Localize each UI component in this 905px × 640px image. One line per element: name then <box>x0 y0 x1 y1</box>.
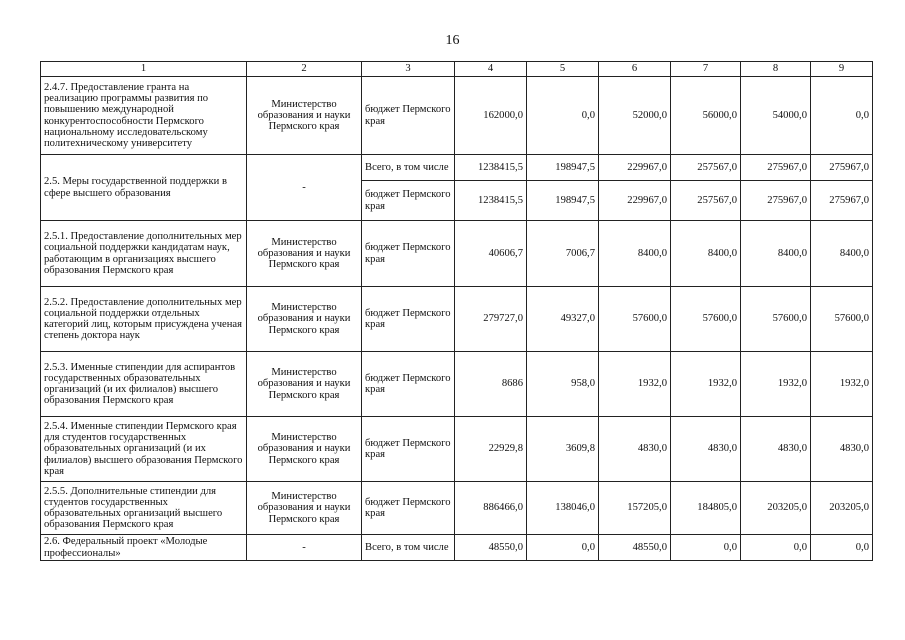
row-value: 8686 <box>455 352 527 417</box>
row-name: 2.5.1. Предоставление дополнительных мер социальной поддержки кандидатам наук, работающим в организациях высшего образования Пермского края <box>41 221 247 287</box>
column-header: 9 <box>811 62 873 77</box>
row-funding-source: бюджет Пермского края <box>362 482 455 535</box>
row-value: 1238415,5 <box>455 155 527 181</box>
row-value: 4830,0 <box>671 417 741 482</box>
column-header: 3 <box>362 62 455 77</box>
row-value: 886466,0 <box>455 482 527 535</box>
row-value: 22929,8 <box>455 417 527 482</box>
row-value: 275967,0 <box>741 155 811 181</box>
row-name: 2.4.7. Предоставление гранта на реализацию программы развития по повышению международной конкурентоспособности Пермского национальному исследовательскому политехническому университету <box>41 77 247 155</box>
table-row <box>41 287 873 352</box>
row-executor: - <box>247 155 362 221</box>
row-value: 257567,0 <box>671 155 741 181</box>
table-row <box>41 221 873 287</box>
budget-table <box>40 61 873 561</box>
row-value: 49327,0 <box>527 287 599 352</box>
row-executor: - <box>247 535 362 561</box>
row-name: 2.5.5. Дополнительные стипендии для студентов государственных образовательных организаций высшего образования Пермского края <box>41 482 247 535</box>
column-header: 5 <box>527 62 599 77</box>
table-row <box>41 482 873 535</box>
row-value: 52000,0 <box>599 77 671 155</box>
row-value: 275967,0 <box>811 155 873 181</box>
row-value: 0,0 <box>811 77 873 155</box>
table-row <box>41 535 873 561</box>
row-name: 2.5.2. Предоставление дополнительных мер социальной поддержки отдельных категорий лиц, которым присуждена ученая степень доктора наук <box>41 287 247 352</box>
row-funding-source: бюджет Пермского края <box>362 417 455 482</box>
row-value: 157205,0 <box>599 482 671 535</box>
row-value: 0,0 <box>527 77 599 155</box>
row-value: 275967,0 <box>811 181 873 221</box>
row-executor: Министерство образования и науки Пермского края <box>247 417 362 482</box>
row-value: 203205,0 <box>741 482 811 535</box>
column-header: 4 <box>455 62 527 77</box>
row-value: 229967,0 <box>599 181 671 221</box>
row-funding-source: Всего, в том числе <box>362 535 455 561</box>
row-executor: Министерство образования и науки Пермского края <box>247 77 362 155</box>
row-value: 3609,8 <box>527 417 599 482</box>
header-row <box>41 62 873 77</box>
column-header: 7 <box>671 62 741 77</box>
row-value: 4830,0 <box>741 417 811 482</box>
table-row <box>41 352 873 417</box>
table-row <box>41 155 873 181</box>
row-executor: Министерство образования и науки Пермского края <box>247 352 362 417</box>
row-value: 198947,5 <box>527 155 599 181</box>
row-executor: Министерство образования и науки Пермского края <box>247 221 362 287</box>
row-value: 0,0 <box>811 535 873 561</box>
row-value: 57600,0 <box>741 287 811 352</box>
table-row <box>41 417 873 482</box>
row-value: 4830,0 <box>811 417 873 482</box>
table-row <box>41 77 873 155</box>
row-value: 0,0 <box>671 535 741 561</box>
row-value: 958,0 <box>527 352 599 417</box>
row-value: 4830,0 <box>599 417 671 482</box>
row-value: 1932,0 <box>599 352 671 417</box>
row-name: 2.5. Меры государственной поддержки в сфере высшего образования <box>41 155 247 221</box>
row-value: 7006,7 <box>527 221 599 287</box>
row-funding-source: бюджет Пермского края <box>362 77 455 155</box>
row-value: 0,0 <box>527 535 599 561</box>
row-funding-source: бюджет Пермского края <box>362 221 455 287</box>
row-value: 57600,0 <box>671 287 741 352</box>
row-value: 1932,0 <box>741 352 811 417</box>
row-value: 275967,0 <box>741 181 811 221</box>
row-value: 279727,0 <box>455 287 527 352</box>
row-executor: Министерство образования и науки Пермского края <box>247 287 362 352</box>
row-value: 57600,0 <box>811 287 873 352</box>
row-executor: Министерство образования и науки Пермского края <box>247 482 362 535</box>
row-name: 2.6. Федеральный проект «Молодые профессионалы» <box>41 535 247 561</box>
column-header: 6 <box>599 62 671 77</box>
page-number: 16 <box>445 33 460 48</box>
row-value: 48550,0 <box>599 535 671 561</box>
row-value: 184805,0 <box>671 482 741 535</box>
row-value: 203205,0 <box>811 482 873 535</box>
column-header: 2 <box>247 62 362 77</box>
row-value: 1238415,5 <box>455 181 527 221</box>
column-header: 1 <box>41 62 247 77</box>
row-value: 257567,0 <box>671 181 741 221</box>
row-value: 162000,0 <box>455 77 527 155</box>
row-name: 2.5.4. Именные стипендии Пермского края для студентов государственных образовательных организаций (и их филиалов) высшего образования Пермского края <box>41 417 247 482</box>
row-value: 198947,5 <box>527 181 599 221</box>
row-value: 1932,0 <box>671 352 741 417</box>
row-funding-source: Всего, в том числе <box>362 155 455 181</box>
row-funding-source: бюджет Пермского края <box>362 181 455 221</box>
row-value: 1932,0 <box>811 352 873 417</box>
row-value: 8400,0 <box>741 221 811 287</box>
row-value: 0,0 <box>741 535 811 561</box>
column-header: 8 <box>741 62 811 77</box>
row-value: 57600,0 <box>599 287 671 352</box>
row-value: 56000,0 <box>671 77 741 155</box>
row-value: 138046,0 <box>527 482 599 535</box>
row-value: 8400,0 <box>599 221 671 287</box>
row-value: 54000,0 <box>741 77 811 155</box>
row-name: 2.5.3. Именные стипендии для аспирантов государственных образовательных организаций (и их филиалов) высшего образования Пермского края <box>41 352 247 417</box>
row-value: 229967,0 <box>599 155 671 181</box>
row-value: 48550,0 <box>455 535 527 561</box>
row-value: 8400,0 <box>671 221 741 287</box>
row-funding-source: бюджет Пермского края <box>362 352 455 417</box>
row-value: 40606,7 <box>455 221 527 287</box>
row-funding-source: бюджет Пермского края <box>362 287 455 352</box>
row-value: 8400,0 <box>811 221 873 287</box>
